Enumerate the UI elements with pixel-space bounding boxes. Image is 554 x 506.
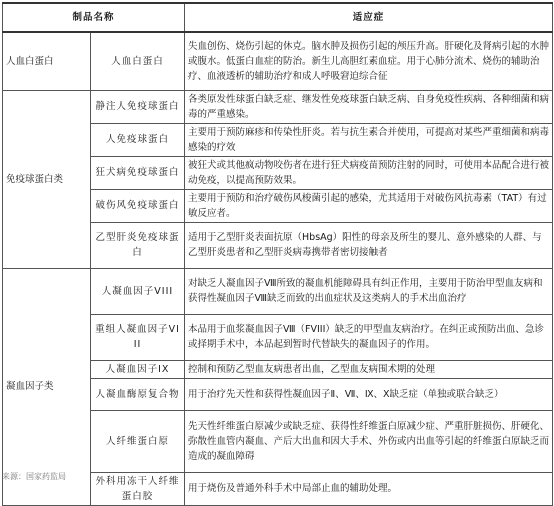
product-cell: 人血白蛋白 bbox=[91, 32, 185, 90]
indication-cell: 主要用于预防和治疗破伤风梭菌引起的感染，尤其适用于对破伤风抗毒素（TAT）有过敏反应者。 bbox=[185, 189, 553, 222]
product-cell: 乙型肝炎免疫球蛋白 bbox=[91, 222, 185, 268]
indications-table-container bbox=[2, 2, 552, 506]
source-note: 来源：国家药监局 bbox=[2, 472, 66, 481]
indication-cell: 本品用于血浆凝血因子Ⅷ（FVIII）缺乏的甲型血友病治疗。在纠正或预防出血、急诊或择期手术中，本品起到暂时代替缺失的凝血因子的作用。 bbox=[185, 314, 553, 360]
category-cell: 免疫球蛋白类 bbox=[3, 90, 91, 268]
product-cell: 人纤维蛋白原 bbox=[91, 410, 185, 472]
product-cell: 人凝血因子VIII bbox=[91, 268, 185, 314]
indications-table bbox=[2, 2, 553, 506]
product-cell: 人凝血酶原复合物 bbox=[91, 378, 185, 410]
category-cell: 人血白蛋白 bbox=[3, 32, 91, 90]
header-indication: 适应症 bbox=[185, 3, 553, 32]
product-cell: 狂犬病免疫球蛋白 bbox=[91, 156, 185, 189]
product-cell: 静注人免疫球蛋白 bbox=[91, 90, 185, 123]
product-cell: 人免疫球蛋白 bbox=[91, 123, 185, 156]
indication-cell: 各类原发性球蛋白缺乏症、继发性免疫球蛋白缺乏病、自身免疫性疾病、各种细菌和病毒的严重感染。 bbox=[185, 90, 553, 123]
indication-cell: 先天性纤维蛋白原减少或缺乏症、获得性纤维蛋白原减少症、严重肝脏损伤、肝硬化、弥散性血管内凝血、产后大出血和因大手术、外伤或内出血等引起的纤维蛋白原缺乏而造成的凝血障碍 bbox=[185, 410, 553, 472]
indication-cell: 主要用于预防麻疹和传染性肝炎。若与抗生素合并使用，可提高对某些严重细菌和病毒感染的疗效 bbox=[185, 123, 553, 156]
indication-cell: 用于烧伤及普通外科手术中局部止血的辅助处理。 bbox=[185, 472, 553, 505]
product-cell: 重组人凝血因子VIII bbox=[91, 314, 185, 360]
table-header-row bbox=[3, 3, 553, 32]
indication-cell: 被狂犬或其他疯动物咬伤者在进行狂犬病疫苗预防注射的同时，可使用本品配合进行被动免疫，以提高预防效果。 bbox=[185, 156, 553, 189]
table-row bbox=[3, 268, 553, 314]
table-row bbox=[3, 90, 553, 123]
indication-cell: 对缺乏人凝血因子Ⅷ所致的凝血机能障碍具有纠正作用，主要用于防治甲型血友病和获得性凝血因子Ⅷ缺乏而致的出血症状及这类病人的手术出血治疗 bbox=[185, 268, 553, 314]
indication-cell: 控制和预防乙型血友病患者出血，乙型血友病围术期的处理 bbox=[185, 360, 553, 378]
product-cell: 外科用冻干人纤维蛋白胶 bbox=[91, 472, 185, 505]
indication-cell: 用于治疗先天性和获得性凝血因子Ⅱ、Ⅶ、Ⅸ、Ⅹ缺乏症（单独或联合缺乏） bbox=[185, 378, 553, 410]
indication-cell: 失血创伤、烧伤引起的休克。脑水肿及损伤引起的颅压升高。肝硬化及肾病引起的水肿或腹水。低蛋白血症的防治。新生儿高胆红素血症。用于心肺分流术、烧伤的辅助治疗、血液透析的辅助治疗和成人呼吸窘迫综合征 bbox=[185, 32, 553, 90]
product-cell: 人凝血因子IX bbox=[91, 360, 185, 378]
category-cell: 凝血因子类 bbox=[3, 268, 91, 505]
table-row bbox=[3, 32, 553, 90]
product-cell: 破伤风免疫球蛋白 bbox=[91, 189, 185, 222]
header-product-name: 制品名称 bbox=[3, 3, 185, 32]
indication-cell: 适用于乙型肝炎表面抗原（HbsAg）阳性的母亲及所生的婴儿、意外感染的人群、与乙型肝炎患者和乙型肝炎病毒携带者密切接触者 bbox=[185, 222, 553, 268]
